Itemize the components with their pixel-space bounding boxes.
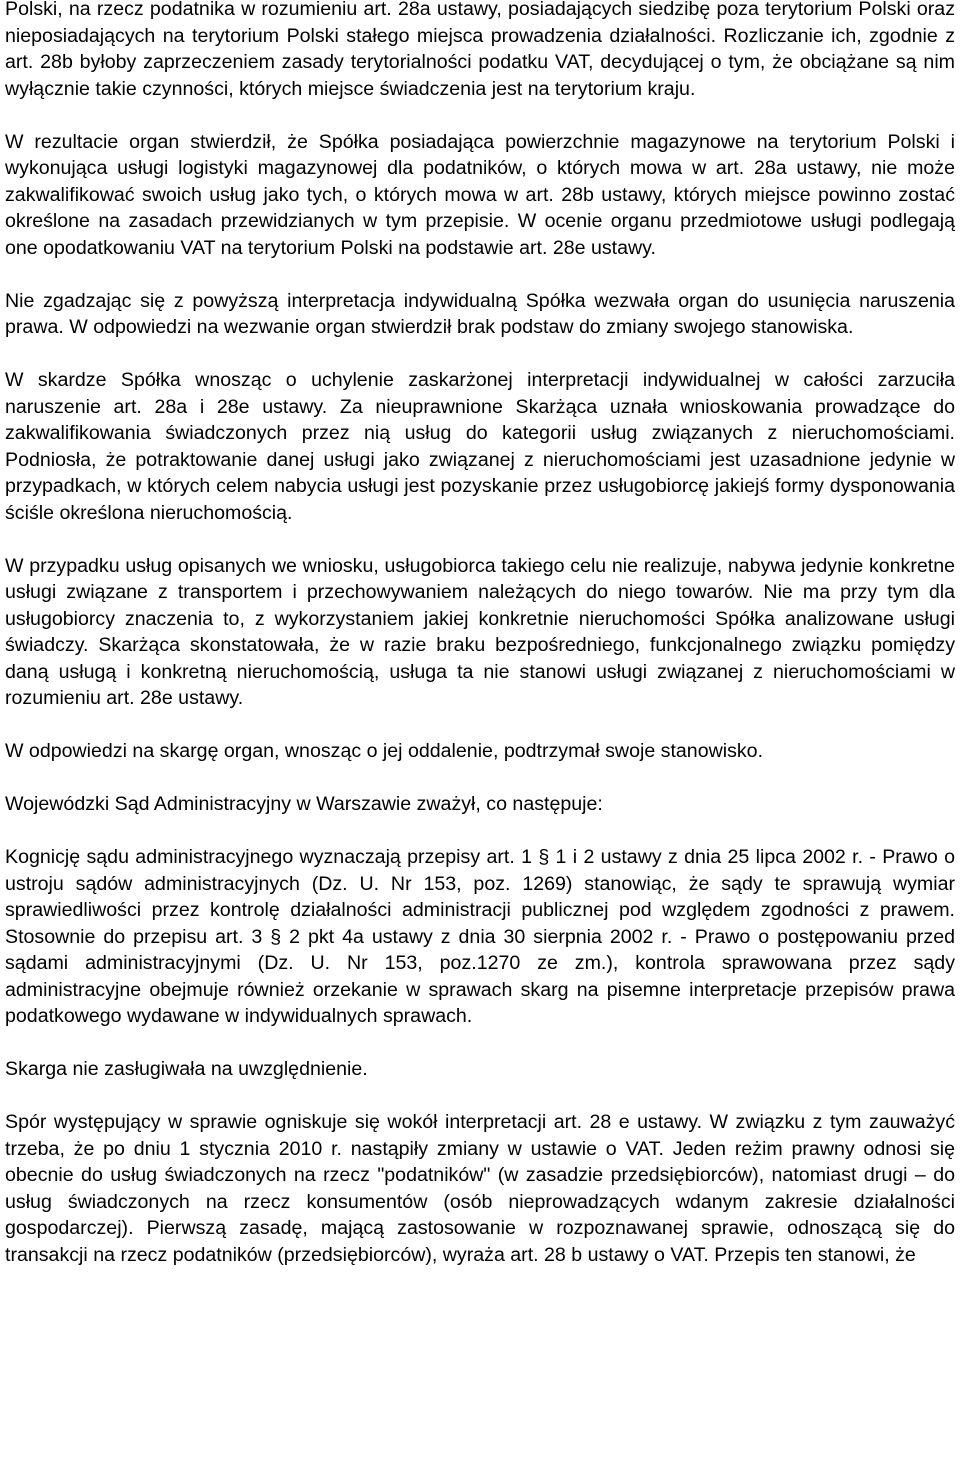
paragraph-court-heading: Wojewódzki Sąd Administracyjny w Warszawie zważył, co następuje: [5, 793, 603, 815]
paragraph-complaint-argument: W przypadku usług opisanych we wniosku, usługobiorca takiego celu nie realizuje, nabywa jedynie konkretne usługi związane z transportem i przechowywaniem należących do niego towarów. Nie ma przy tym dla usługobiorcy znaczenia to, z wykorzystaniem jakiej konkretnie nieruchomości Spółka analizowane usługi świadczy. Skarżąca skonstatowała, że w razie braku bezpośredniego, funkcjonalnego związku pomiędzy daną usługą i konkretną nieruchomością, usługa ta nie stanowi usługi związanej z nieruchomościami w rozumieniu art. 28e ustawy. [5, 554, 955, 709]
paragraph-intro-continuation: Polski, na rzecz podatnika w rozumieniu art. 28a ustawy, posiadających siedzibę poza terytorium Polski oraz nieposiadających na terytorium Polski stałego miejsca prowadzenia działalności. Rozliczanie ich, zgodnie z art. 28b byłoby zaprzeczeniem zasady terytorialności podatku VAT, decydującej o tym, że obciążane są nim wyłącznie takie czynności, których miejsce świadczenia jest na terytorium kraju. [5, 0, 955, 100]
paragraph-complaint: W skardze Spółka wnosząc o uchylenie zaskarżonej interpretacji indywidualnej w całości zarzuciła naruszenie art. 28a i 28e ustawy. Za nieuprawnione Skarżąca uznała wnioskowania prowadzące do zakwalifikowania świadczonych przez nią usług do kategorii usług związanych z nieruchomościami. Podniosła, że potraktowanie danej usługi jako związanej z nieruchomościami jest uzasadnione jedynie w przypadkach, w których celem nabycia usługi jest pozyskanie przez usługobiorcę jakiejś formy dysponowania ściśle określona nieruchomością. [5, 369, 955, 524]
paragraph-organ-response: W odpowiedzi na skargę organ, wnosząc o jej oddalenie, podtrzymał swoje stanowisko. [5, 740, 764, 762]
paragraph-verdict: Skarga nie zasługiwała na uwzględnienie. [5, 1058, 368, 1080]
paragraph-jurisdiction: Kognicję sądu administracyjnego wyznaczają przepisy art. 1 § 1 i 2 ustawy z dnia 25 lipca 2002 r. - Prawo o ustroju sądów administracyjnych (Dz. U. Nr 153, poz. 1269) stanowiąc, że sądy te sprawują wymiar sprawiedliwości przez kontrolę działalności administracji publicznej pod względem zgodności z prawem. Stosownie do przepisu art. 3 § 2 pkt 4a ustawy z dnia 30 sierpnia 2002 r. - Prawo o postępowaniu przed sądami administracyjnymi (Dz. U. Nr 153, poz.1270 ze zm.), kontrola sprawowana przez sądy administracyjne obejmuje również orzekanie w sprawach skarg na pisemne interpretacje przepisów prawa podatkowego wydawane w indywidualnych sprawach. [5, 846, 955, 1027]
paragraph-dispute-analysis: Spór występujący w sprawie ogniskuje się wokół interpretacji art. 28 e ustawy. W związku z tym zauważyć trzeba, że po dniu 1 stycznia 2010 r. nastąpiły zmiany w ustawie o VAT. Jeden reżim prawny odnosi się obecnie do usług świadczonych na rzecz "podatników" (w zasadzie przedsiębiorców), natomiast drugi – do usług świadczonych na rzecz konsumentów (osób nieprowadzących wdanym zakresie działalności gospodarczej). Pierwszą zasadę, mającą zastosowanie w rozpoznawanej sprawie, odnoszącą się do transakcji na rzecz podatników (przedsiębiorców), wyraża art. 28 b ustawy o VAT. Przepis ten stanowi, że [5, 1111, 955, 1266]
paragraph-summons: Nie zgadzając się z powyższą interpretacja indywidualną Spółka wezwała organ do usunięcia naruszenia prawa. W odpowiedzi na wezwanie organ stwierdził brak podstaw do zmiany swojego stanowiska. [5, 289, 955, 338]
paragraph-organ-conclusion: W rezultacie organ stwierdził, że Spółka posiadająca powierzchnie magazynowe na terytorium Polski i wykonująca usługi logistyki magazynowej dla podatników, o których mowa w art. 28a ustawy, nie może zakwalifikować swoich usług jako tych, o których mowa w art. 28b ustawy, których miejsce powinno zostać określone na zasadach przewidzianych w tym przepisie. W ocenie organu przedmiotowe usługi podlegają one opodatkowaniu VAT na terytorium Polski na podstawie art. 28e ustawy. [5, 130, 955, 259]
